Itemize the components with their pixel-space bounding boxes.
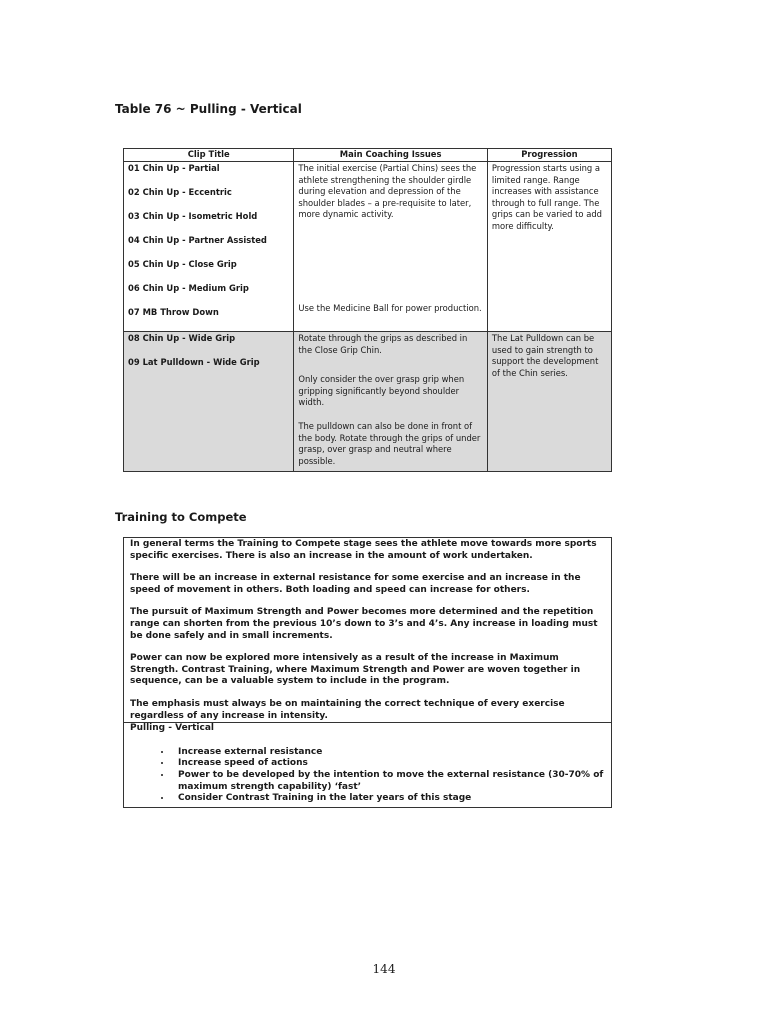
coaching-issue-text: Use the Medicine Ball for power production.: [298, 302, 482, 313]
pulling-vertical-table: [123, 148, 612, 472]
progression-text: Progression starts using a limited range. Range increases with assistance through to full range. The grips can be varied to add more difficulty.: [491, 163, 602, 231]
table-title: Table 76 ~ Pulling - Vertical: [115, 102, 302, 116]
section-title: Training to Compete: [115, 510, 247, 524]
list-item: • Consider Contrast Training in the later years of this stage: [172, 793, 605, 805]
list-item: • Power to be developed by the intention to move the external resistance (30-70% of maximum strength capability) ‘fast’: [172, 770, 605, 793]
table-row: [124, 162, 612, 332]
coaching-issues-cell: [294, 162, 488, 332]
clip-title: 05 Chin Up - Close Grip: [128, 258, 237, 269]
clip-title-cell: [124, 332, 294, 472]
clip-title: 07 MB Throw Down: [128, 306, 219, 317]
coaching-issue-text: Rotate through the grips as described in the Close Grip Chin.: [298, 333, 468, 355]
table-header-row: [124, 149, 612, 162]
training-to-compete-box: [123, 537, 612, 808]
coaching-issue-text: The initial exercise (Partial Chins) sees the athlete strengthening the shoulder girdle during elevation and depression of the shoulder blades – a pre-requisite to later, more dynamic activity.: [298, 163, 477, 220]
clip-title: 03 Chin Up - Isometric Hold: [128, 210, 258, 221]
clip-title-cell: [124, 162, 294, 332]
list-item: • Increase speed of actions: [172, 758, 605, 770]
coaching-issues-cell: [294, 332, 488, 472]
pulling-vertical-summary: [124, 722, 611, 807]
page-number: 144: [372, 962, 396, 976]
clip-title: 02 Chin Up - Eccentric: [128, 186, 232, 197]
compete-paragraph: Power can now be explored more intensively as a result of the increase in Maximum Strength. Contrast Training, where Maximum Strength and Power are woven together in sequence, can be a valuable system to include in the program.: [130, 653, 581, 687]
compete-paragraph: The emphasis must always be on maintaining the correct technique of every exercise regardless of any increase in intensity.: [130, 698, 565, 721]
coaching-issue-text: Only consider the over grasp grip when gripping significantly beyond shoulder width.: [298, 374, 465, 408]
summary-heading: Pulling - Vertical: [130, 723, 215, 734]
compete-paragraph: The pursuit of Maximum Strength and Power becomes more determined and the repetition range can shorten from the previous 10’s down to 3’s and 4’s. Any increase in loading must be done safely and in small increments.: [130, 607, 598, 641]
clip-title: 09 Lat Pulldown - Wide Grip: [128, 356, 260, 367]
table-row: [124, 332, 612, 472]
clip-title: 01 Chin Up - Partial: [128, 163, 220, 173]
compete-text-block: [124, 538, 611, 722]
list-item: • Increase external resistance: [172, 747, 605, 759]
clip-title: 08 Chin Up - Wide Grip: [128, 333, 236, 343]
header-clip-title: Clip Title: [124, 149, 294, 162]
progression-cell: [487, 162, 611, 332]
coaching-issue-text: The pulldown can also be done in front of the body. Rotate through the grips of under grasp, over grasp and neutral where possible.: [298, 420, 481, 466]
summary-bullet-list: [130, 747, 605, 805]
compete-paragraph: There will be an increase in external resistance for some exercise and an increase in the speed of movement in others. Both loading and speed can increase for others.: [130, 573, 581, 595]
clip-title: 06 Chin Up - Medium Grip: [128, 282, 249, 293]
progression-text: The Lat Pulldown can be used to gain strength to support the development of the Chin series.: [491, 333, 599, 378]
clip-title: 04 Chin Up - Partner Assisted: [128, 234, 267, 245]
header-progression: Progression: [487, 149, 611, 162]
compete-paragraph: In general terms the Training to Compete stage sees the athlete move towards more sports specific exercises. There is also an increase in the amount of work undertaken.: [130, 539, 597, 561]
header-main-coaching-issues: Main Coaching Issues: [294, 149, 488, 162]
progression-cell: [487, 332, 611, 472]
